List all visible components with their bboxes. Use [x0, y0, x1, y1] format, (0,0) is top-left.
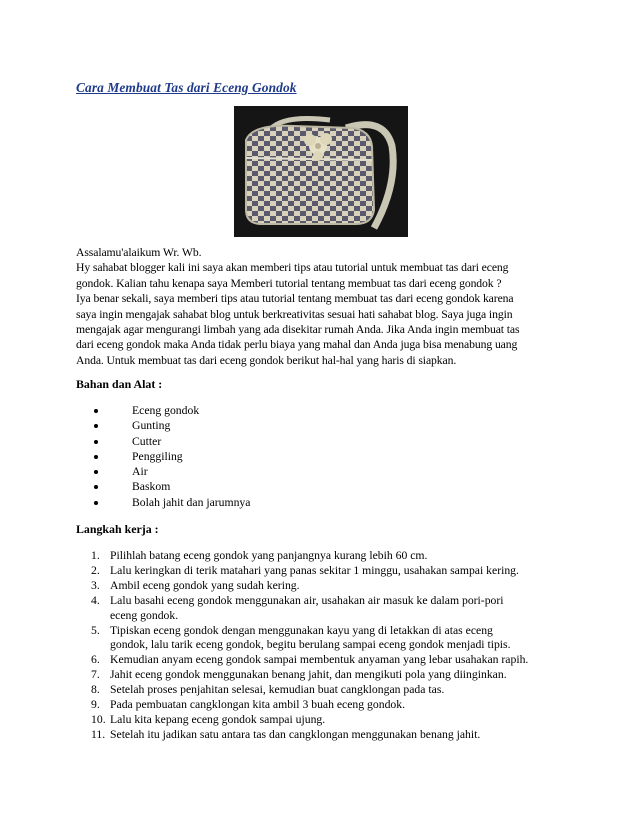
step-text: Setelah itu jadikan satu antara tas dan cangklongan menggunakan benang jahit.	[110, 727, 481, 741]
intro-line: mengajak agar mengurangi limbah yang ada disekitar rumah Anda. Jika Anda ingin membuat tas	[76, 323, 520, 337]
step-text: Lalu kita kepang eceng gondok sampai ujung.	[110, 712, 326, 726]
material-label: Baskom	[132, 480, 171, 494]
materials-heading: Bahan dan Alat :	[76, 377, 163, 391]
material-label: Bolah jahit dan jarumnya	[132, 495, 251, 509]
step-text: Jahit eceng gondok menggunakan benang jahit, dan mengikuti pola yang diinginkan.	[110, 668, 507, 682]
materials-list	[76, 403, 250, 510]
list-item	[76, 464, 250, 479]
step-text: Kemudian anyam eceng gondok sampai membentuk anyaman yang lebar usahakan rapih.	[110, 653, 529, 667]
intro-line: Anda. Untuk membuat tas dari eceng gondok berikut hal-hal yang haris di siapkan.	[76, 353, 457, 367]
intro-line: Iya benar sekali, saya memberi tips atau tutorial tentang membuat tas dari eceng gondok karena	[76, 292, 514, 306]
step-text: gondok, lalu tarik eceng gondok, begitu berulang sampai eceng gondok menjadi tipis.	[110, 638, 511, 652]
woven-bag-image	[234, 106, 408, 237]
list-item	[76, 434, 250, 449]
step-number: 3.	[91, 578, 100, 592]
steps-heading: Langkah kerja :	[76, 522, 159, 536]
step-number: 6.	[91, 653, 100, 667]
intro-line: saya ingin mengajak sahabat blog untuk berkreativitas sesuai hati sahabat blog. Saya juga ingin	[76, 307, 513, 321]
intro-line: dari eceng gondok maka Anda tidak perlu biaya yang mahal dan Anda juga bisa menabung uang	[76, 338, 518, 352]
list-item	[76, 668, 596, 683]
list-item	[76, 728, 596, 743]
step-number: 5.	[91, 623, 100, 637]
step-number: 1.	[91, 549, 100, 562]
step-number: 9.	[91, 698, 100, 712]
step-number: 8.	[91, 683, 100, 697]
intro-line: Assalamu'alaikum Wr. Wb.	[76, 246, 202, 259]
list-item	[76, 653, 596, 668]
list-item	[76, 549, 596, 564]
bullet-icon	[94, 409, 98, 413]
material-label: Air	[132, 465, 148, 479]
bullet-icon	[94, 470, 98, 474]
bullet-icon	[94, 424, 98, 428]
steps-list	[76, 549, 596, 743]
bullet-icon	[94, 440, 98, 444]
step-text: eceng gondok.	[110, 608, 179, 622]
step-text: Tipiskan eceng gondok dengan menggunakan kayu yang di letakkan di atas eceng	[110, 623, 493, 637]
material-label: Eceng gondok	[132, 404, 200, 417]
step-text: Lalu basahi eceng gondok menggunakan air, usahakan air masuk ke dalam pori-pori	[110, 593, 504, 607]
step-text: Ambil eceng gondok yang sudah kering.	[110, 578, 300, 592]
list-item	[76, 564, 596, 579]
list-item	[76, 624, 596, 654]
material-label: Gunting	[132, 419, 171, 433]
bullet-icon	[94, 455, 98, 459]
step-text: Pilihlah batang eceng gondok yang panjangnya kurang lebih 60 cm.	[110, 549, 428, 562]
material-label: Penggiling	[132, 449, 183, 463]
intro-paragraph	[76, 245, 576, 368]
list-item	[76, 449, 250, 464]
step-text: Pada pembuatan cangklongan kita ambil 3 buah eceng gondok.	[110, 698, 406, 712]
step-number: 10.	[91, 712, 106, 726]
list-item	[76, 479, 250, 494]
intro-line: Hy sahabat blogger kali ini saya akan memberi tips atau tutorial untuk membuat tas dari eceng	[76, 261, 509, 275]
list-item	[76, 698, 596, 713]
list-item	[76, 683, 596, 698]
list-item	[76, 713, 596, 728]
step-number: 2.	[91, 563, 100, 577]
list-item	[76, 403, 250, 418]
bullet-icon	[94, 501, 98, 505]
bullet-icon	[94, 485, 98, 489]
material-label: Cutter	[132, 434, 162, 448]
list-item	[76, 594, 596, 624]
list-item	[76, 495, 250, 510]
intro-line: gondok. Kalian tahu kenapa saya Memberi tutorial tentang membuat tas dari eceng gondok ?	[76, 276, 502, 290]
article-title[interactable]: Cara Membuat Tas dari Eceng Gondok	[76, 80, 297, 95]
step-text: Setelah proses penjahitan selesai, kemudian buat cangklongan pada tas.	[110, 683, 445, 697]
step-text: Lalu keringkan di terik matahari yang panas sekitar 1 minggu, usahakan sampai kering.	[110, 563, 519, 577]
list-item	[76, 418, 250, 433]
bag-photo	[234, 106, 408, 237]
step-number: 7.	[91, 668, 100, 682]
step-number: 4.	[91, 593, 100, 607]
step-number: 11.	[91, 727, 106, 741]
list-item	[76, 579, 596, 594]
